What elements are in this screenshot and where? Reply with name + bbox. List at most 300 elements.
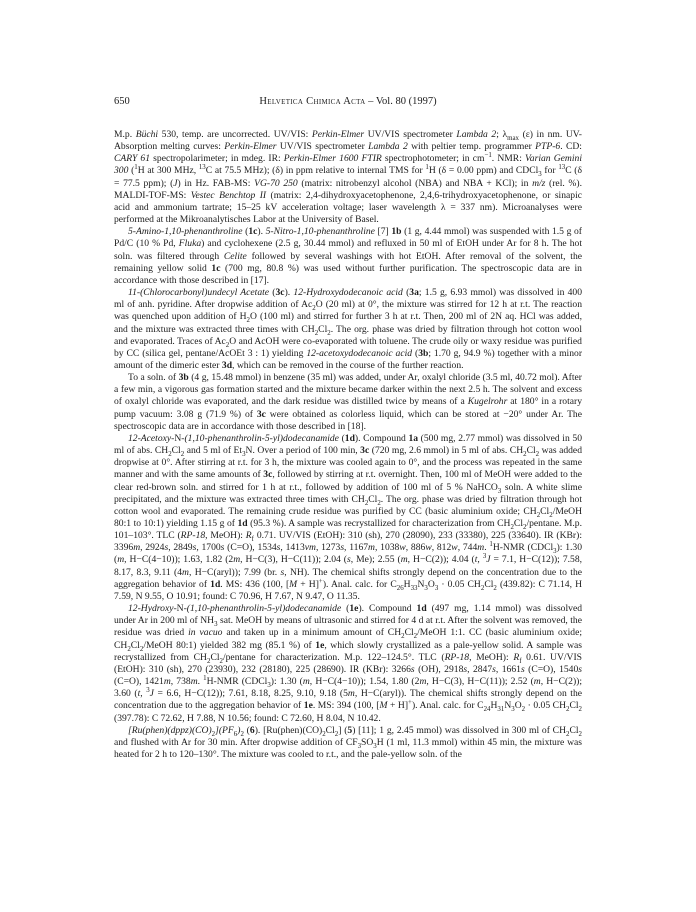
text-run: −1 bbox=[484, 152, 492, 160]
text-run: 1 bbox=[203, 674, 207, 682]
text-run: (95.3 %). A sample was recrystallized for characterization from CH bbox=[247, 518, 511, 529]
paragraph-compound-1d bbox=[114, 433, 582, 603]
text-run: 12-acetoxydodecanoic acid bbox=[306, 347, 413, 359]
text-run: m bbox=[368, 542, 375, 554]
text-run: ( bbox=[128, 165, 135, 177]
text-run: M.p. bbox=[114, 129, 136, 140]
text-run: O and AcOH were co-evaporated with toluene. The crude oily or waxy residue was purified by CC (silica gel, pentane/AcOEt 3 : 1) yielding bbox=[114, 335, 582, 359]
text-run: s bbox=[463, 663, 468, 675]
text-run: 530, temp. are uncorrected. UV/VIS: bbox=[158, 129, 312, 140]
text-run: ): 1.30 ( bbox=[270, 676, 303, 688]
text-run: m bbox=[233, 554, 241, 566]
text-run: Cl bbox=[540, 505, 550, 517]
text-run: soln. A white slime precipitated, and the mixture was extracted three times with CH bbox=[114, 481, 582, 505]
text-run: s bbox=[578, 663, 583, 675]
paragraph-compound-6 bbox=[114, 725, 582, 761]
text-run: = 7.1, H−C(12)); 7.58, 8.17, 8.3, 9.11 (4 bbox=[114, 554, 583, 578]
text-run: (C=O), 1540 bbox=[524, 663, 579, 675]
text-run: 12-Hydroxy- bbox=[128, 603, 177, 615]
text-run: , H−C(aryl)). The chemical shifts strongly depend on the concentration due to the aggregation behavior of bbox=[114, 688, 583, 712]
text-run: H bbox=[403, 578, 411, 590]
text-run: 1e bbox=[303, 700, 313, 712]
text-run: 0.61. UV/VIS (EtOH): 310 (sh), 270 (23930), 232 (28180), 225 (28690). IR (KBr): 3266 bbox=[114, 651, 582, 675]
text-run: 12-Acetoxy- bbox=[128, 432, 175, 444]
text-run: ). Anal. calc. for C bbox=[322, 578, 397, 590]
text-run: Cl bbox=[368, 493, 378, 505]
text-run: , H−C(2)); 4.04 ( bbox=[407, 554, 475, 566]
running-title bbox=[114, 96, 582, 107]
text-run: w bbox=[425, 542, 432, 554]
text-run: , 744 bbox=[457, 542, 478, 554]
text-run: for bbox=[541, 165, 559, 177]
text-run: H bbox=[490, 700, 498, 712]
article-body bbox=[114, 129, 582, 761]
text-run: 2 bbox=[334, 730, 339, 738]
text-run: , 2847 bbox=[467, 663, 493, 675]
text-run: . CD: bbox=[560, 141, 582, 153]
text-run: Vestec Benchtop II bbox=[190, 189, 267, 201]
text-run: /MeOH 80:1) yielded 382 mg (85.1 %) of bbox=[143, 639, 316, 651]
text-run: at 180° in a rotary pump vacuum: 3.08 g (71.9 %) of bbox=[114, 396, 582, 420]
text-run: 31 bbox=[497, 706, 505, 714]
text-run: M bbox=[289, 578, 298, 590]
text-run: 3c bbox=[275, 287, 285, 299]
text-run: 3 bbox=[267, 681, 271, 689]
text-run: 2 bbox=[314, 329, 319, 337]
text-run: 2 bbox=[413, 633, 418, 641]
text-run: 11-(Chlorocarbonyl)undecyl Acetate bbox=[128, 287, 270, 299]
paragraph-general-methods bbox=[114, 129, 582, 226]
text-run: 2 bbox=[480, 584, 485, 592]
text-run: with peltier temp. programmer bbox=[407, 141, 536, 153]
text-run: t bbox=[137, 688, 141, 700]
text-run: , NH). The chemical shifts strongly depend on the concentration due to the aggregation behavior of bbox=[114, 566, 582, 590]
text-run: ( bbox=[242, 226, 249, 238]
text-run: 2 bbox=[219, 657, 223, 665]
text-run: s bbox=[410, 663, 415, 675]
text-run: 2 bbox=[521, 706, 526, 714]
text-run: Cl bbox=[318, 323, 328, 335]
text-run: 3 bbox=[434, 584, 439, 592]
text-run: Cl bbox=[484, 578, 494, 590]
text-run: and taken up in a minimum amount of CH bbox=[222, 627, 402, 639]
text-run: ( bbox=[243, 724, 250, 736]
text-run: N bbox=[504, 700, 512, 712]
text-run: [7] bbox=[374, 226, 392, 238]
text-run: , 886 bbox=[405, 542, 426, 554]
text-run: , 812 bbox=[431, 542, 452, 554]
journal-volume: – Vol. 80 (1997) bbox=[368, 96, 437, 107]
text-run: 2 bbox=[127, 645, 131, 653]
text-run: ). Compound bbox=[358, 603, 417, 615]
text-run: , followed by stirring at r.t. overnight. Then, 100 ml of MeOH were added to the clear red-brown soln. and stirred for 1 h at r.t., followed by addition of 100 ml of 5 % NaHCO bbox=[114, 469, 582, 493]
text-run: 6 bbox=[233, 730, 238, 738]
text-run: Celite bbox=[223, 250, 247, 262]
text-run: (497 mg, 1.14 mmol) was dissolved under Ar in 200 ml of NH bbox=[114, 603, 582, 627]
text-run: 3 bbox=[497, 487, 502, 495]
text-run: , bbox=[477, 554, 483, 566]
text-run: s bbox=[340, 542, 345, 554]
text-run: 1d bbox=[210, 578, 221, 590]
text-run: ) in Hz. FAB-MS: bbox=[177, 177, 255, 189]
text-run: R bbox=[245, 530, 252, 542]
text-run: 2 bbox=[327, 329, 331, 337]
text-run: . The org. phase was dried by filtration through hot cotton wool and evaporated. The remaining crude residue was purified by CC (basic aluminium oxide; CH bbox=[114, 493, 582, 517]
text-run: and flushed with Ar for 30 min. After dropwise addition of CF bbox=[114, 736, 358, 748]
text-run: (397.78): C 72.62, H 7.88, N 10.56; found: C 72.60, H 8.04, N 10.42. bbox=[114, 712, 381, 724]
text-run: 2 bbox=[510, 523, 514, 531]
text-run: 3 bbox=[242, 450, 246, 458]
text-run: · 0.05 CH bbox=[525, 700, 566, 712]
text-run: (439.82): C 71.14, H 7.59, N 9.55, O 10.91; found: C 70.96, H 7.67, N 9.47, O 11.35. bbox=[114, 578, 582, 602]
text-run: Perkin-Elmer 1600 FTIR bbox=[283, 153, 382, 165]
text-run: . MS: 394 (100, [ bbox=[312, 700, 380, 712]
text-run: , which can be removed in the course of the further reaction. bbox=[232, 359, 464, 371]
text-run: Perkin-Elmer bbox=[311, 129, 365, 140]
text-run: was added dropwise at 0°. After stirring at r.t. for 3 h, the mixture was cooled again to 0°, and the process was repeated in the same manner and with the same amounts of bbox=[114, 445, 582, 481]
text-run: ] ( bbox=[338, 724, 348, 736]
text-run: 2 bbox=[566, 730, 570, 738]
text-run: ; 1.5 g, 6.93 mmol) was dissolved in 400 ml of anh. pyridine. After dropwise addition of Ac bbox=[114, 287, 582, 311]
text-run: m bbox=[163, 676, 171, 688]
text-run: O (100 ml) and stirred for further 3 h at r.t. Then, 200 ml of 2N aq. HCl was added, and the mixture was extracted three times with CH bbox=[114, 311, 582, 335]
text-run: , MeOH): bbox=[205, 530, 246, 542]
text-run: Cl bbox=[513, 518, 523, 529]
text-run: in vacuo bbox=[188, 627, 223, 639]
text-run: N bbox=[174, 432, 182, 444]
text-run: Perkin-Elmer bbox=[224, 141, 277, 153]
text-run: , H−C(4−10)); 1.54, 1.80 (2 bbox=[309, 676, 420, 688]
text-run: 2 bbox=[364, 499, 369, 507]
text-run: 1a bbox=[408, 432, 419, 444]
text-run: RP-18 bbox=[444, 651, 470, 663]
text-run: w bbox=[451, 542, 458, 554]
paragraph-compound-3c-continued bbox=[114, 372, 582, 433]
text-run: Cl bbox=[569, 724, 579, 736]
text-run: , H−C(3), H−C(11)); 2.52 ( bbox=[426, 676, 534, 688]
text-run: + H] bbox=[297, 578, 319, 590]
text-run: /MeOH 80:1 to 10:1) yielding 1.15 g of bbox=[114, 505, 582, 529]
text-run: (4 g, 15.48 mmol) in benzene (35 ml) was added, under Ar, oxalyl chloride (3.5 ml, 40.72 mol). After a few min, a vigorous gas formation started and the mixture became darker within the next 2.5 h. The solvent and excess of oxalyl chloride was evaporated, and the dark residue was distilled twice by means of a bbox=[114, 372, 582, 408]
text-run: /MeOH 1:1. CC (basic aluminium oxide; CH bbox=[114, 627, 582, 651]
text-run: , which slowly crystallized as a pale-yellow solid. A sample was recrystallized from CH bbox=[114, 639, 582, 663]
text-run: 12-Hydroxydodecanoic acid bbox=[293, 287, 403, 299]
text-run: 2 bbox=[246, 317, 250, 325]
text-run: SO bbox=[361, 736, 374, 748]
text-run: , bbox=[140, 688, 147, 700]
text-run: -(1,10-phenanthrolin-5-yl)dodecanamide bbox=[181, 432, 339, 444]
text-run: J bbox=[149, 688, 154, 700]
text-run: R bbox=[513, 651, 520, 663]
text-run: J bbox=[486, 554, 491, 566]
text-run: m bbox=[302, 676, 310, 688]
text-run: f bbox=[519, 657, 522, 665]
text-run: H-NMR (CDCl bbox=[492, 542, 554, 554]
text-run: (C=O), 1534 bbox=[224, 542, 277, 554]
text-run: s bbox=[276, 542, 281, 554]
text-run: were obtained as colorless liquid, which can be stored at −20° under Ar. The spectroscopic data are in accordance with those described in [18]. bbox=[114, 408, 582, 432]
text-run: 13 bbox=[198, 164, 206, 172]
text-run: , 738 bbox=[170, 676, 191, 688]
text-run: /pentane. M.p. 101–103°. TLC ( bbox=[114, 518, 582, 542]
text-run: ; λ bbox=[496, 129, 508, 140]
text-run: (700 mg, 80.8 %) was used without further purification. The spectroscopic data are in accordance with those described in [17]. bbox=[114, 262, 582, 286]
text-run: 3b bbox=[418, 347, 429, 359]
text-run: 3a bbox=[409, 287, 419, 299]
text-run: s bbox=[164, 542, 169, 554]
text-run: 2 bbox=[377, 499, 381, 507]
text-run: Cl bbox=[210, 651, 220, 663]
text-run: m bbox=[400, 554, 408, 566]
text-run: [Ru(phen)(dppz)(CO) bbox=[128, 724, 212, 736]
text-run: 1d bbox=[344, 432, 355, 444]
text-run: (1 g, 4.44 mmol) was suspended with 1.5 g of Pd/C (10 % Pd, bbox=[114, 226, 583, 250]
text-run: = 6.6, H−C(12)); 7.61, 8.18, 8.25, 9.10, 9.18 (5 bbox=[153, 688, 348, 700]
running-header bbox=[114, 96, 582, 110]
journal-name: Helvetica Chimica Acta bbox=[259, 96, 366, 107]
text-run: . bbox=[197, 676, 204, 688]
text-run: 13 bbox=[558, 164, 566, 172]
text-run: 3 bbox=[482, 553, 487, 561]
text-run: ; 1.70 g, 94.9 %) together with a minor amount of the dimeric ester bbox=[114, 347, 583, 371]
text-run: 2 bbox=[523, 450, 527, 458]
text-run: sat. MeOH by means of ultrasonic and stirred for 4 d at r.t. After the solvent was removed, the residue was dried bbox=[114, 615, 582, 639]
text-run: ). [Ru(phen)(CO) bbox=[254, 724, 323, 736]
text-run: ( bbox=[402, 287, 410, 299]
text-run: max bbox=[507, 134, 519, 142]
text-run: (OH), 2918 bbox=[414, 663, 464, 675]
text-run: ). Anal. calc. for C bbox=[411, 700, 484, 712]
text-run: 1d bbox=[237, 518, 248, 529]
text-run: . The org. phase was dried by filtration through hot cotton wool and evaporated. Traces of Ac bbox=[114, 323, 582, 347]
text-run: , 2924 bbox=[140, 542, 165, 554]
text-run: 2 bbox=[566, 706, 570, 714]
text-run: m bbox=[477, 542, 485, 554]
text-run: CARY 61 bbox=[114, 153, 151, 165]
text-run: 2 bbox=[401, 633, 405, 641]
paragraph-compound-1e bbox=[114, 603, 582, 725]
text-run: (rel. %). MALDI-TOF-MS: bbox=[114, 177, 582, 201]
text-run: 5 bbox=[347, 724, 353, 736]
text-run: f bbox=[251, 536, 254, 544]
text-run: 1e bbox=[349, 603, 359, 615]
text-run: s bbox=[347, 554, 351, 566]
text-run: vm bbox=[304, 542, 316, 554]
text-run: 2 bbox=[578, 730, 582, 738]
text-run: N. Over a period of 100 min, bbox=[245, 445, 361, 457]
text-run: 3c bbox=[360, 445, 370, 457]
text-run: 1c bbox=[248, 226, 258, 238]
text-run: spectropolarimeter; in mdeg. IR: bbox=[150, 153, 284, 165]
text-run: H (1 ml, 11.3 mmol) within 45 min, the mixture was heated for 2 h to 120–130°. The mixture was cooled to r.t., and the pale-yellow soln. of the bbox=[114, 736, 582, 760]
text-run: s bbox=[192, 542, 197, 554]
text-run: H at 300 MHz, bbox=[137, 165, 199, 177]
text-run: 3 bbox=[538, 171, 542, 179]
text-run: 2 bbox=[225, 341, 230, 349]
text-run: 2 bbox=[139, 645, 144, 653]
text-run: m bbox=[117, 554, 125, 566]
text-run: m bbox=[533, 676, 541, 688]
text-run: 3b bbox=[178, 372, 189, 384]
text-run: C (δ = 77.5 ppm); ( bbox=[114, 165, 583, 189]
text-run: s bbox=[520, 663, 525, 675]
text-run: 1c bbox=[211, 262, 221, 274]
text-run: 2 bbox=[536, 511, 541, 519]
text-run: VG-70 250 bbox=[254, 177, 298, 189]
text-run: 6 bbox=[249, 724, 255, 736]
text-run: , 1038 bbox=[374, 542, 400, 554]
text-run: Cl bbox=[171, 445, 181, 457]
text-run: (720 mg, 2.6 mmol) in 5 ml of abs. CH bbox=[369, 445, 524, 457]
text-run: ). bbox=[257, 226, 266, 238]
text-run: m bbox=[347, 688, 355, 700]
text-run: · 0.05 CH bbox=[438, 578, 481, 590]
text-run: 2 bbox=[535, 450, 540, 458]
text-run: Cl bbox=[526, 445, 536, 457]
text-run: 1 bbox=[425, 164, 429, 172]
text-run: Lambda 2 bbox=[456, 129, 497, 140]
paragraph-compound-1c bbox=[114, 226, 582, 287]
text-run: w bbox=[399, 542, 406, 554]
text-run: 3 bbox=[511, 706, 515, 714]
text-run: Fluka bbox=[178, 238, 202, 250]
text-run: , 2849 bbox=[168, 542, 193, 554]
text-run: 3 bbox=[214, 621, 218, 629]
text-run: 33 bbox=[410, 584, 418, 592]
text-run: (matrix: nitrobenzyl alcohol (NBA) and NBA + KCl); in bbox=[297, 177, 533, 189]
text-run: 1e bbox=[315, 639, 325, 651]
text-run: m bbox=[419, 676, 427, 688]
text-run: O bbox=[427, 578, 435, 590]
text-run: C at 75.5 MHz); (δ) in ppm relative to internal TMS for bbox=[205, 165, 426, 177]
text-run: 3 bbox=[373, 742, 377, 750]
text-run: + bbox=[408, 699, 412, 707]
text-run: followed by several washings with hot EtOH. After removal of the solvent, the remaining yellow solid bbox=[114, 250, 582, 274]
text-run: Lambda 2 bbox=[368, 141, 408, 153]
text-run: H-NMR (CDCl bbox=[206, 676, 268, 688]
text-run: 3 bbox=[553, 548, 557, 556]
text-run: 5-Nitro-1,10-phenanthroline bbox=[265, 226, 375, 238]
text-run: 2 bbox=[240, 730, 244, 738]
text-run: 2 bbox=[180, 450, 185, 458]
text-run: O bbox=[514, 700, 522, 712]
text-run: UV/VIS spectrometer bbox=[276, 141, 369, 153]
text-run: To a soln. of bbox=[128, 372, 179, 384]
text-run: 0.71. UV/VIS (EtOH): 310 (sh), 270 (28090), 233 (33380), 225 (33640). IR (KBr): 3396 bbox=[114, 530, 582, 554]
text-run: . MS: 436 (100, [ bbox=[220, 578, 290, 590]
text-run: Cl bbox=[130, 639, 140, 651]
page-number: 650 bbox=[114, 96, 130, 107]
text-run: ) [11]; 1 g, 2.45 mmol) was dissolved in 300 ml of CH bbox=[352, 724, 567, 736]
text-run: , 1661 bbox=[495, 663, 521, 675]
text-run: , H−C(aryl)); 7.99 (br. bbox=[188, 566, 281, 578]
text-run: s bbox=[220, 542, 225, 554]
text-run: 26 bbox=[396, 584, 404, 592]
text-run: t bbox=[474, 554, 478, 566]
text-run: (matrix: 2,4-dihydroxyacetophenone, 2,4,6-trihydroxyacetophenone, or sinapic acid and ammonium tartrate; 15–25 kV acceleration voltage; laser wavelength λ = 337 nm). Microanalyses were performed at the Mikroanalytisches Labor at the University of Basel. bbox=[114, 189, 582, 226]
text-run: , 1273 bbox=[315, 542, 341, 554]
text-run: ): 1.30 ( bbox=[114, 542, 583, 566]
text-run: PTP-6 bbox=[535, 141, 561, 153]
text-run: 2 bbox=[211, 730, 216, 738]
text-run: ( bbox=[338, 432, 345, 444]
text-run: 2 bbox=[578, 706, 582, 714]
text-run: ) and cyclohexene (2.5 g, 30.44 mmol) and refluxed in 50 ml of EtOH under Ar for 8 h. The hot soln. was filtered through bbox=[114, 238, 582, 262]
text-run: N bbox=[417, 578, 425, 590]
text-run: m bbox=[190, 676, 198, 688]
text-run: ). bbox=[284, 287, 294, 299]
text-run: 2 bbox=[312, 305, 316, 313]
text-run: /pentane for characterization. M.p. 122–124.5°. TLC ( bbox=[222, 651, 445, 663]
text-run: ( bbox=[269, 287, 276, 299]
text-run: m bbox=[182, 566, 189, 578]
text-run: , Me); 2.55 ( bbox=[350, 554, 401, 566]
text-run: Cl bbox=[404, 627, 414, 639]
text-run: spectrophotometer; in cm bbox=[381, 153, 485, 165]
text-run: RP-18 bbox=[180, 530, 206, 542]
text-run: , 1413 bbox=[280, 542, 305, 554]
text-run: s bbox=[280, 566, 285, 578]
text-run: ). Compound bbox=[354, 432, 409, 444]
text-run: Varian Gemini 300 bbox=[114, 153, 582, 177]
text-run: 3c bbox=[256, 408, 266, 420]
text-run: , H−C(3), H−C(11)); 2.04 ( bbox=[240, 554, 347, 566]
text-run: -(1,10-phenanthrolin-5-yl)dodecanamide bbox=[183, 603, 342, 615]
text-run: . bbox=[484, 542, 490, 554]
text-run: 3 bbox=[357, 742, 362, 750]
text-run: 1 bbox=[134, 164, 138, 172]
text-run: . NMR: bbox=[491, 153, 526, 165]
text-run: , 1700 bbox=[196, 542, 221, 554]
text-run: , MeOH): bbox=[469, 651, 514, 663]
text-run: 1b bbox=[391, 226, 402, 238]
text-run: H (δ = 0.00 ppm) and CDCl bbox=[428, 165, 539, 177]
text-run: Cl bbox=[325, 724, 335, 736]
text-run: (500 mg, 2.77 mmol) was dissolved in 50 ml of abs. CH bbox=[114, 432, 582, 457]
text-run: 24 bbox=[483, 706, 491, 714]
text-run: , 1167 bbox=[344, 542, 369, 554]
text-run: O (20 ml) at 0°, the mixture was stirred for 12 h at r.t. The reaction was quenched upon addition of H bbox=[114, 299, 582, 323]
text-run: Büchi bbox=[135, 129, 159, 140]
paragraph-compound-3c bbox=[114, 287, 582, 372]
text-run: (ε) in nm. UV-Absorption melting curves: bbox=[114, 129, 582, 153]
text-run: Kugelrohr bbox=[467, 396, 508, 408]
text-run: 2 bbox=[549, 511, 553, 519]
text-run: 2 bbox=[493, 584, 497, 592]
text-run: 2 bbox=[168, 450, 172, 458]
text-run: 3d bbox=[221, 359, 233, 371]
text-run: m/z bbox=[532, 177, 546, 189]
text-run: 2 bbox=[206, 657, 211, 665]
text-run: 3 bbox=[146, 687, 150, 694]
text-run: ( bbox=[341, 603, 350, 615]
text-run: m bbox=[133, 542, 141, 554]
text-run: ](PF bbox=[215, 724, 234, 736]
text-run: + H] bbox=[387, 700, 409, 712]
text-run: 2 bbox=[523, 523, 527, 531]
text-run: UV/VIS spectrometer bbox=[364, 129, 457, 140]
text-run: 5-Amino-1,10-phenanthroline bbox=[128, 226, 243, 238]
text-run: Cl bbox=[569, 700, 579, 712]
text-run: , H−C(4−10)); 1.63, 1.82 (2 bbox=[124, 554, 234, 566]
text-run: + bbox=[318, 577, 323, 585]
text-run: 1 bbox=[489, 541, 493, 549]
text-run: N bbox=[176, 603, 184, 615]
text-run: s bbox=[492, 663, 496, 675]
text-run: 1d bbox=[416, 603, 427, 615]
text-run: 3 bbox=[424, 584, 428, 592]
text-run: ( bbox=[412, 347, 419, 359]
